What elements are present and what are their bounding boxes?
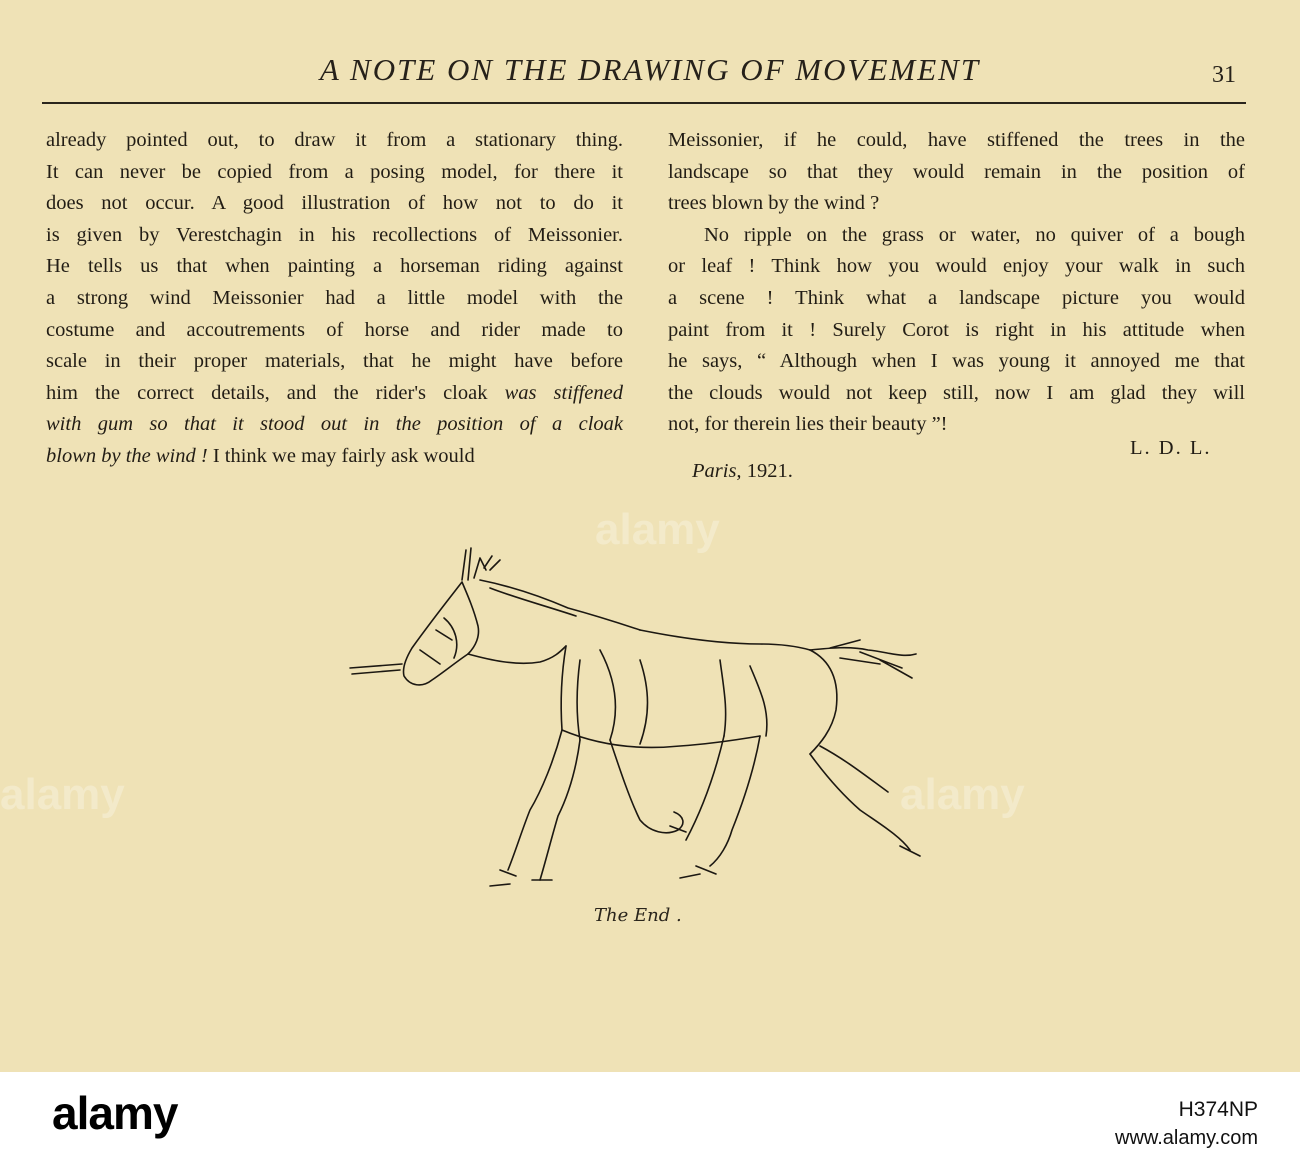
left-column — [46, 125, 623, 473]
horse-hindquarter — [810, 650, 837, 754]
sketch-caption: The End . — [594, 905, 682, 926]
stock-footer — [0, 1072, 1300, 1162]
italic-fragment: was stiffened — [504, 381, 624, 404]
text-line: He tells us that when painting a horseman riding against — [46, 255, 623, 278]
horse-mane — [480, 580, 640, 630]
watermark-logo: alamy — [595, 505, 720, 554]
text-line: does not occur. A good illustration of how not to do it — [46, 192, 623, 215]
horse-body-shading — [600, 650, 767, 744]
text-fragment: him the correct details, and the rider's cloak — [46, 381, 505, 404]
text-line: costume and accoutrements of horse and rider made to — [46, 318, 623, 341]
text-line-mixed — [46, 441, 623, 473]
horse-ear — [484, 556, 500, 570]
horse-bridle — [420, 618, 457, 664]
horse-sketch-illustration — [340, 540, 940, 900]
text-line: is given by Verestchagin in his recollections of Meissonier. — [46, 223, 623, 246]
horse-foreleg — [508, 730, 580, 880]
text-line: the clouds would not keep still, now I am glad they will — [668, 381, 1245, 404]
watermark-logo: alamy — [900, 770, 1025, 819]
horse-hoof — [696, 846, 920, 874]
horse-foreleg — [610, 740, 683, 833]
text-line: or leaf ! Think how you would enjoy your walk in such — [668, 255, 1245, 278]
text-line: landscape so that they would remain in the position of — [668, 160, 1245, 183]
text-line: Meissonier, if he could, have stiffened the trees in the — [668, 129, 1245, 151]
horse-tail — [810, 640, 916, 678]
text-line: not, for therein lies their beauty ”! — [668, 413, 948, 436]
horse-hindleg — [686, 736, 760, 866]
horse-shoulder — [561, 646, 580, 740]
text-line: No ripple on the grass or water, no quiver of a bough — [704, 223, 1245, 246]
author-initials: L. D. L. — [1130, 437, 1212, 459]
dateline-place: Paris, — [692, 460, 742, 482]
dateline — [692, 460, 793, 483]
reins — [350, 664, 402, 674]
horse-belly — [562, 730, 760, 747]
horse-hoof — [500, 826, 686, 880]
text-line: already pointed out, to draw it from a stationary thing. — [46, 129, 623, 151]
stock-logo: alamy — [52, 1087, 178, 1139]
horse-neck — [468, 646, 566, 663]
stock-site[interactable]: www.alamy.com — [1115, 1127, 1258, 1149]
text-fragment: I think we may fairly ask would — [207, 444, 475, 467]
text-line: he says, “ Although when I was young it annoyed me that — [668, 350, 1245, 373]
text-line: trees blown by the wind ? — [668, 192, 880, 215]
text-line: scale in their proper materials, that he might have before — [46, 350, 623, 373]
ground-marks — [490, 874, 700, 886]
horse-hindleg — [810, 746, 910, 850]
text-line: paint from it ! Surely Corot is right in his attitude when — [668, 318, 1245, 341]
text-line-italic: with gum so that it stood out in the position of a cloak — [46, 413, 623, 436]
text-line: It can never be copied from a posing model, for there it — [46, 160, 623, 183]
horse-back — [640, 630, 810, 650]
page-number: 31 — [1212, 62, 1236, 88]
italic-fragment: blown by the wind ! — [46, 444, 208, 467]
horse-ear — [462, 548, 486, 580]
watermark-logo: alamy — [0, 770, 125, 819]
header-rule — [42, 102, 1246, 104]
text-line-mixed — [46, 378, 623, 410]
running-title: A NOTE ON THE DRAWING OF MOVEMENT — [319, 52, 981, 87]
right-column — [668, 125, 1245, 441]
text-line: a scene ! Think what a landscape picture you would — [668, 286, 1245, 309]
dateline-year: 1921. — [746, 460, 793, 482]
text-line: a strong wind Meissonier had a little model with the — [46, 286, 623, 309]
image-code: H374NP — [1178, 1098, 1258, 1121]
